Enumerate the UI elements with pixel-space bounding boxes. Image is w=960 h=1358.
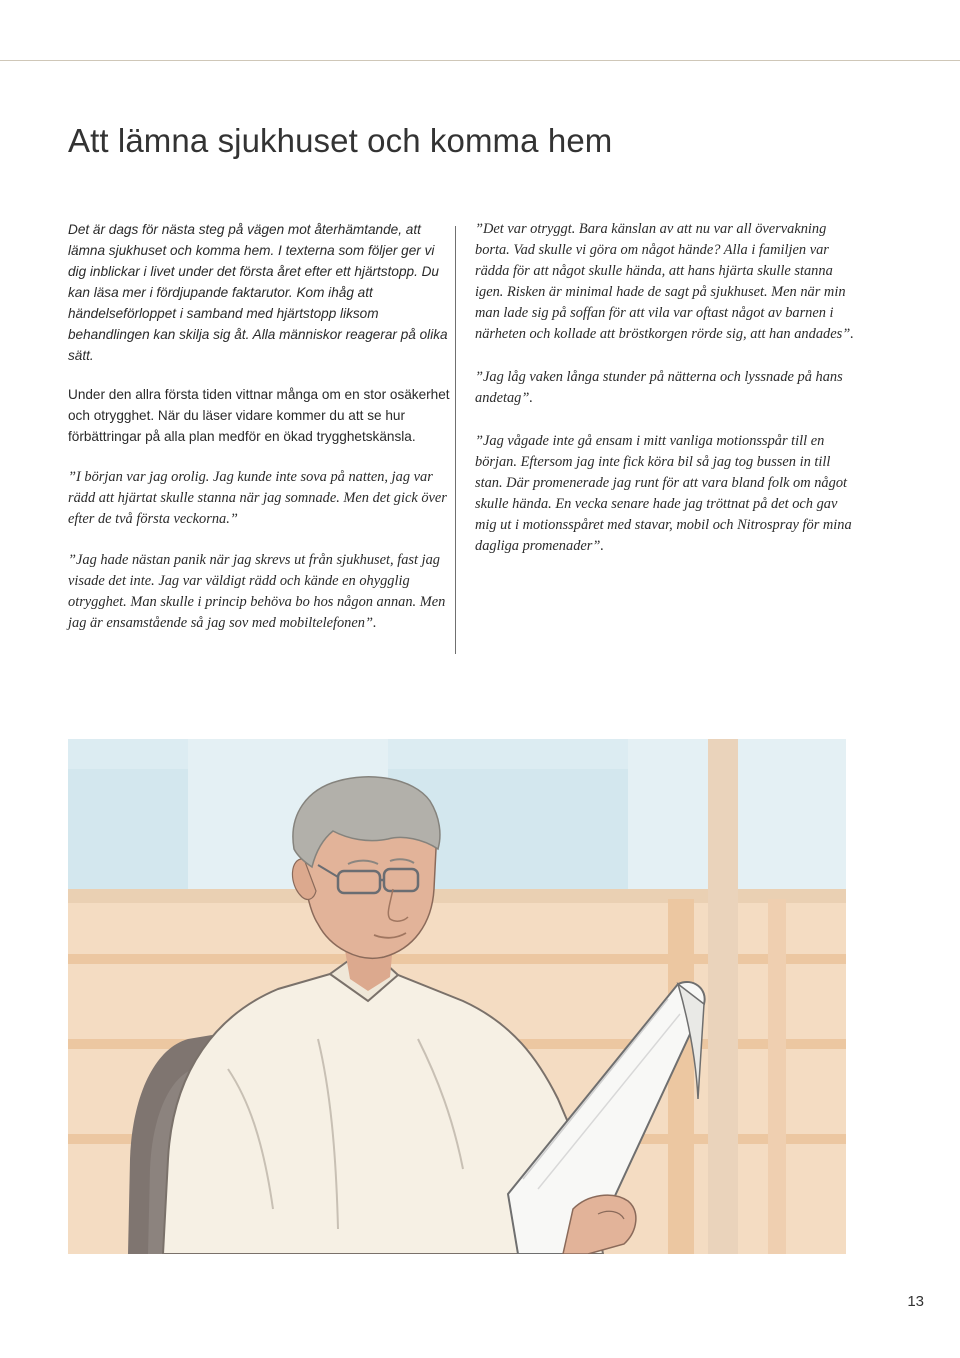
right-column (475, 219, 855, 557)
column-divider (455, 226, 456, 654)
man-reading-illustration (68, 739, 846, 1254)
page-number: 13 (907, 1293, 924, 1310)
top-rule (0, 60, 960, 61)
intro-paragraph: Det är dags för nästa steg på vägen mot återhämtande, att lämna sjukhuset och komma hem. I texterna som följer ger vi dig inblickar i livet under det första året efter ett hjärtstopp. Du kan läsa mer i fördjupande faktarutor. Kom ihåg att händelseförloppet i samband med hjärtstopp liksom behandlingen kan skilja sig åt. Alla människor reagerar på olika sätt. (68, 222, 448, 363)
quote-paragraph: ”Det var otryggt. Bara känslan av att nu var all övervakning borta. Vad skulle vi göra om något hände? Alla i familjen var rädda för att något skulle hända, att hans hjärta skulle stanna igen. Risken är minimal hade de sagt på sjukhuset. Men när min man lade sig på soffan för att vila var oftast något av barnen i närheten och kollade att bröstkorgen rörde sig, att han andades”. (475, 221, 854, 342)
quote-paragraph: ”I början var jag orolig. Jag kunde inte sova på natten, jag var rädd att hjärtat skulle stanna när jag somnade. Men det gick över efter de två första veckorna.” (68, 469, 447, 527)
page-title: Att lämna sjukhuset och komma hem (68, 122, 613, 159)
quote-paragraph: ”Jag låg vaken långa stunder på nätterna och lyssnade på hans andetag”. (475, 369, 843, 406)
left-column (68, 219, 450, 634)
body-paragraph: Under den allra första tiden vittnar många om en stor osäkerhet och otrygghet. När du läser vidare kommer du att se hur förbättringar på alla plan medför en ökad trygghetskänsla. (68, 387, 450, 444)
quote-paragraph: ”Jag vågade inte gå ensam i mitt vanliga motionsspår till en början. Eftersom jag inte fick köra bil så jag tog bussen in till stan. Där promenerade jag runt för att vara bland folk om något skulle hända. En vecka senare hade jag tröttnat på det och gav mig ut i motionsspåret med stavar, mobil och Nitrospray för mina dagliga promenader”. (475, 433, 852, 554)
quote-paragraph: ”Jag hade nästan panik när jag skrevs ut från sjukhuset, fast jag visade det inte. Jag var väldigt rädd och kände en ohygglig otrygghet. Man skulle i princip behöva bo hos någon annan. Men jag är ensamstående så jag sov med mobiltelefonen”. (68, 552, 446, 631)
